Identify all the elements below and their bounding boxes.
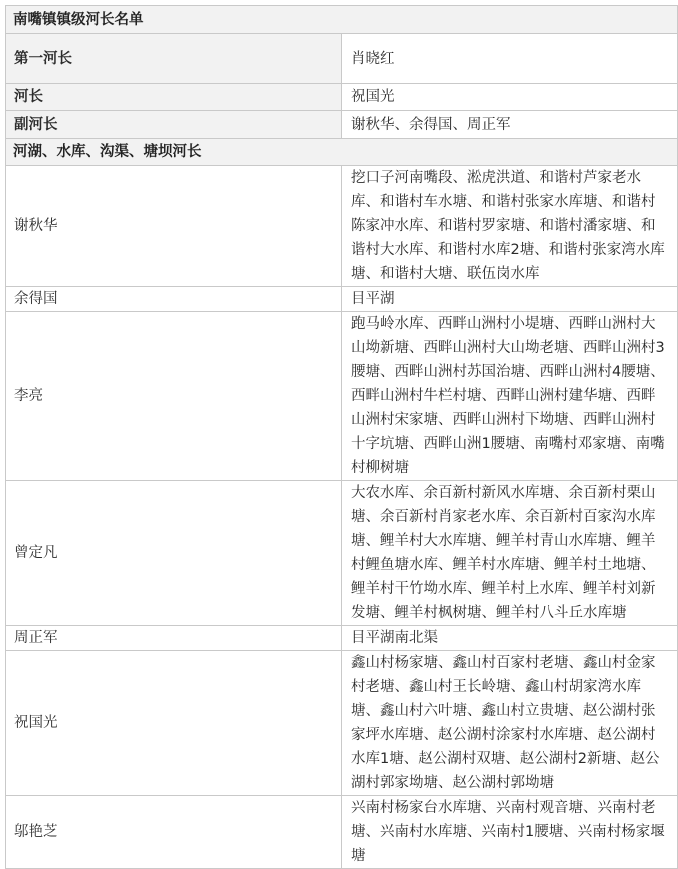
leader-name: 祝国光 [342,84,678,111]
assignment-row [6,312,678,481]
table-title-row [6,6,678,34]
chief-name: 李亮 [6,312,342,481]
chief-name: 余得国 [6,287,342,312]
leader-name: 谢秋华、余得国、周正军 [342,111,678,139]
leader-name: 肖晓红 [342,34,678,84]
leader-role: 河长 [6,84,342,111]
leader-row [6,111,678,139]
leader-row [6,34,678,84]
chief-name: 周正军 [6,626,342,651]
water-list: 兴南村杨家台水库塘、兴南村观音塘、兴南村老塘、兴南村水库塘、兴南村1腰塘、兴南村杨家堰塘 [342,796,678,869]
assignment-row [6,166,678,287]
water-list: 大农水库、余百新村新风水库塘、余百新村栗山塘、余百新村肖家老水库、余百新村百家沟水库塘、鲤羊村大水库塘、鲤羊村青山水库塘、鲤羊村鲤鱼塘水库、鲤羊村水库塘、鲤羊村土地塘、鲤羊村干竹坳水库、鲤羊村上水库、鲤羊村刘新发塘、鲤羊村枫树塘、鲤羊村八斗丘水库塘 [342,481,678,626]
water-list: 跑马岭水库、西畔山洲村小堤塘、西畔山洲村大山坳新塘、西畔山洲村大山坳老塘、西畔山洲村3腰塘、西畔山洲村苏国治塘、西畔山洲村4腰塘、西畔山洲村牛栏村塘、西畔山洲村建华塘、西畔山洲村宋家塘、西畔山洲村下坳塘、西畔山洲村十字坑塘、西畔山洲1腰塘、南嘴村邓家塘、南嘴村柳树塘 [342,312,678,481]
water-list: 鑫山村杨家塘、鑫山村百家村老塘、鑫山村金家村老塘、鑫山村王长岭塘、鑫山村胡家湾水库塘、鑫山村六叶塘、鑫山村立贵塘、赵公湖村张家坪水库塘、赵公湖村涂家村水库塘、赵公湖村水库1塘、赵公湖村双塘、赵公湖村2新塘、赵公湖村郭家坳塘、赵公湖村郭坳塘 [342,651,678,796]
chief-name: 谢秋华 [6,166,342,287]
leader-role: 第一河长 [6,34,342,84]
assignment-row [6,287,678,312]
assignment-row [6,626,678,651]
leader-role: 副河长 [6,111,342,139]
chief-name: 曾定凡 [6,481,342,626]
leader-row [6,84,678,111]
section-title: 河湖、水库、沟渠、塘坝河长 [6,139,678,166]
assignment-row [6,651,678,796]
chief-name: 祝国光 [6,651,342,796]
water-list: 目平湖南北渠 [342,626,678,651]
chief-name: 邬艳芝 [6,796,342,869]
assignment-row [6,481,678,626]
section-title-row [6,139,678,166]
table-title: 南嘴镇镇级河长名单 [6,6,678,34]
river-chief-table [5,5,678,869]
assignment-row [6,796,678,869]
water-list: 挖口子河南嘴段、淞虎洪道、和谐村芦家老水库、和谐村车水塘、和谐村张家水库塘、和谐村陈家冲水库、和谐村罗家塘、和谐村潘家塘、和谐村大水库、和谐村水库2塘、和谐村张家湾水库塘、和谐村大塘、联伍岗水库 [342,166,678,287]
water-list: 目平湖 [342,287,678,312]
